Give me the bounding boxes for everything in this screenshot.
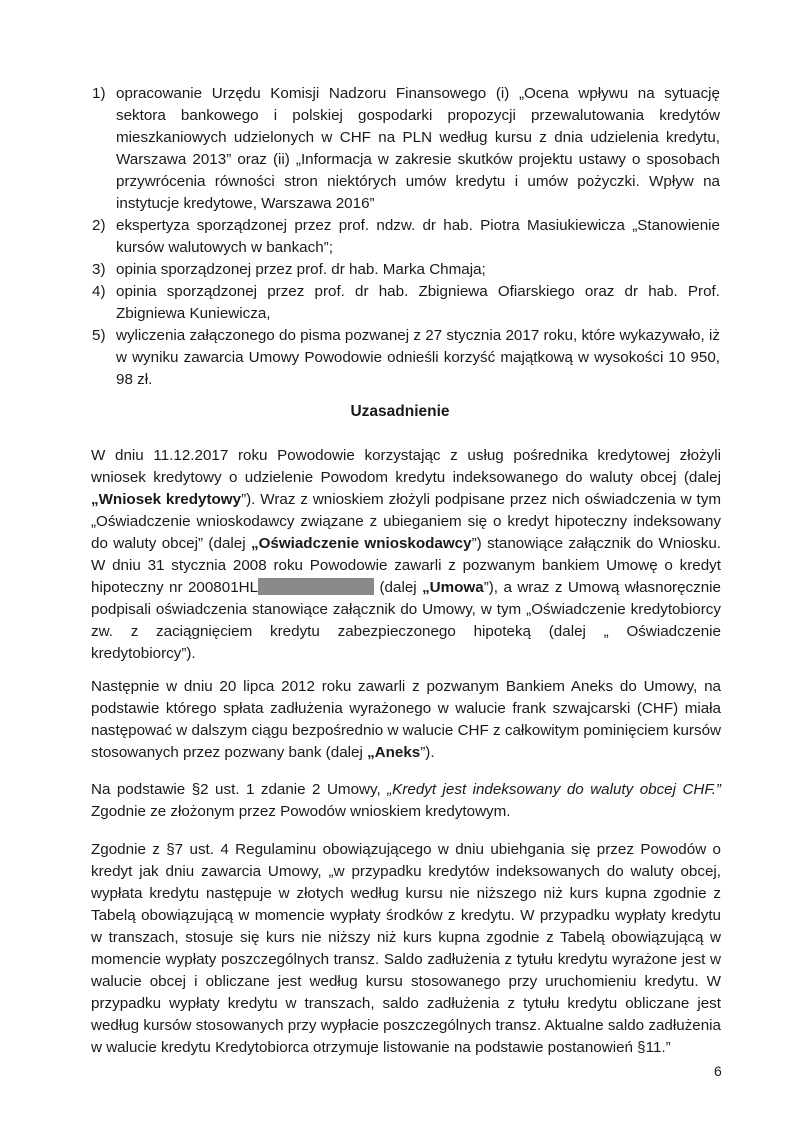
paragraph-text: (dalej [374,579,423,596]
list-number: 3) [92,261,106,278]
list-number: 1) [92,85,106,102]
paragraph-text: W dniu 11.12.2017 roku Powodowie korzystając z usług pośrednika kredytowej złożyli wniosek kredytowy o udzielenie Powodom kredytu indeksowanego do waluty obcej (dalej [91,447,721,486]
list-number: 2) [92,217,106,234]
paragraph-text: ”). Wraz z wnioskiem złożyli podpisane przez nich oświadczenia w tym „Oświadczenie wnioskodawcy związane z ubieganiem się o kredyt hipoteczny indeksowany do waluty obcej” (dalej [91,491,721,552]
paragraph-text: ”). [420,744,435,761]
defined-term: „Aneks [367,744,421,761]
paragraph-application [91,445,721,665]
defined-term: „Wniosek kredytowy [91,491,242,508]
list-item-text: opinia sporządzonej przez prof. dr hab. Zbigniewa Ofiarskiego oraz dr hab. Prof. Zbigniewa Kuniewicza, [116,283,720,322]
list-item [92,83,720,215]
list-item [92,215,720,259]
evidence-list [92,83,720,391]
list-number: 4) [92,283,106,300]
paragraph-text: ”), a wraz z Umową własnoręcznie podpisali oświadczenia stanowiące załącznik do Umowy, w tym „Oświadczenie kredytobiorcy zw. z zaciągnięciem kredytu zabezpieczonego hipoteką (dalej „ Oświadczenie kredytobiorcy”). [91,579,721,662]
list-item [92,281,720,325]
defined-term: „Oświadczenie wnioskodawcy [250,535,472,552]
list-item-text: opinia sporządzonej przez prof. dr hab. Marka Chmaja; [116,261,486,278]
list-item [92,325,720,391]
paragraph-text: Zgodnie ze złożonym przez Powodów wnioskiem kredytowym. [91,803,511,820]
paragraph-text: ”) stanowiące załącznik do Wniosku. W dniu 31 stycznia 2008 roku Powodowie zawarli z pozwanym bankiem Umowę o kredyt hipoteczny nr 200801HL [91,535,721,596]
list-item-text: opracowanie Urzędu Komisji Nadzoru Finansowego (i) „Ocena wpływu na sytuację sektora bankowego i polskiej gospodarki propozycji przewalutowania kredytów mieszkaniowych udzielonych w CHF na PLN według kursu z dnia udzielenia kredytu, Warszawa 2013” oraz (ii) „Informacja w zakresie skutków projektu ustawy o sposobach przywrócenia równości stron niektórych umów kredytu i umów pożyczki. Wpływ na instytucje kredytowe, Warszawa 2016” [116,85,720,212]
defined-term: „Umowa [422,579,484,596]
list-item [92,259,720,281]
list-number: 5) [92,327,106,344]
list-item-text: wyliczenia załączonego do pisma pozwanej z 27 stycznia 2017 roku, które wykazywało, iż w wyniku zawarcia Umowy Powodowie odnieśli korzyść majątkową w wysokości 10 950, 98 zł. [116,327,720,388]
paragraph-indexation [91,779,721,823]
quoted-clause: „Kredyt jest indeksowany do waluty obcej CHF.” [387,781,721,798]
page-number: 6 [714,1063,722,1079]
paragraph-text: Następnie w dniu 20 lipca 2012 roku zawarli z pozwanym Bankiem Aneks do Umowy, na podstawie którego spłata zadłużenia wyrażonego w walucie frank szwajcarski (CHF) miała następować w dalszym ciągu bezpośrednio w walucie CHF z całkowitym pominięciem kursów stosowanych przez pozwany bank (dalej [91,678,721,761]
section-heading: Uzasadnienie [350,403,450,420]
paragraph-annex [91,676,721,764]
paragraph-text: Na podstawie §2 ust. 1 zdanie 2 Umowy, [91,781,388,798]
redaction-box [258,578,374,595]
paragraph-regulation: Zgodnie z §7 ust. 4 Regulaminu obowiązującego w dniu ubiehgania się przez Powodów o kredyt jak dniu zawarcia Umowy, „w przypadku kredytów indeksowanych do waluty obcej, wypłata kredytu następuje w złotych według kursu nie niższego niż kurs kupna zgodnie z Tabelą obowiązującą w momencie wypłaty środków z kredytu. W przypadku wypłaty kredytu w transzach, stosuje się kurs nie niższy niż kurs kupna zgodnie z Tabelą obowiązującą w momencie wypłaty poszczególnych transz. Saldo zadłużenia z tytułu kredytu wyrażone jest w walucie obcej i obliczane jest według kursu stosowanego przy uruchomieniu kredytu. W przypadku wypłaty kredytu w transzach, saldo zadłużenia z tytułu kredytu obliczane jest według kursów stosowanych przy wypłacie poszczególnych transz. Aktualne saldo zadłużenia w walucie kredytu Kredytobiorca otrzymuje listowanie na podstawie postanowień §11.” [91,841,721,1056]
list-item-text: ekspertyza sporządzonej przez prof. ndzw. dr hab. Piotra Masiukiewicza „Stanowienie kursów walutowych w bankach”; [116,217,720,256]
